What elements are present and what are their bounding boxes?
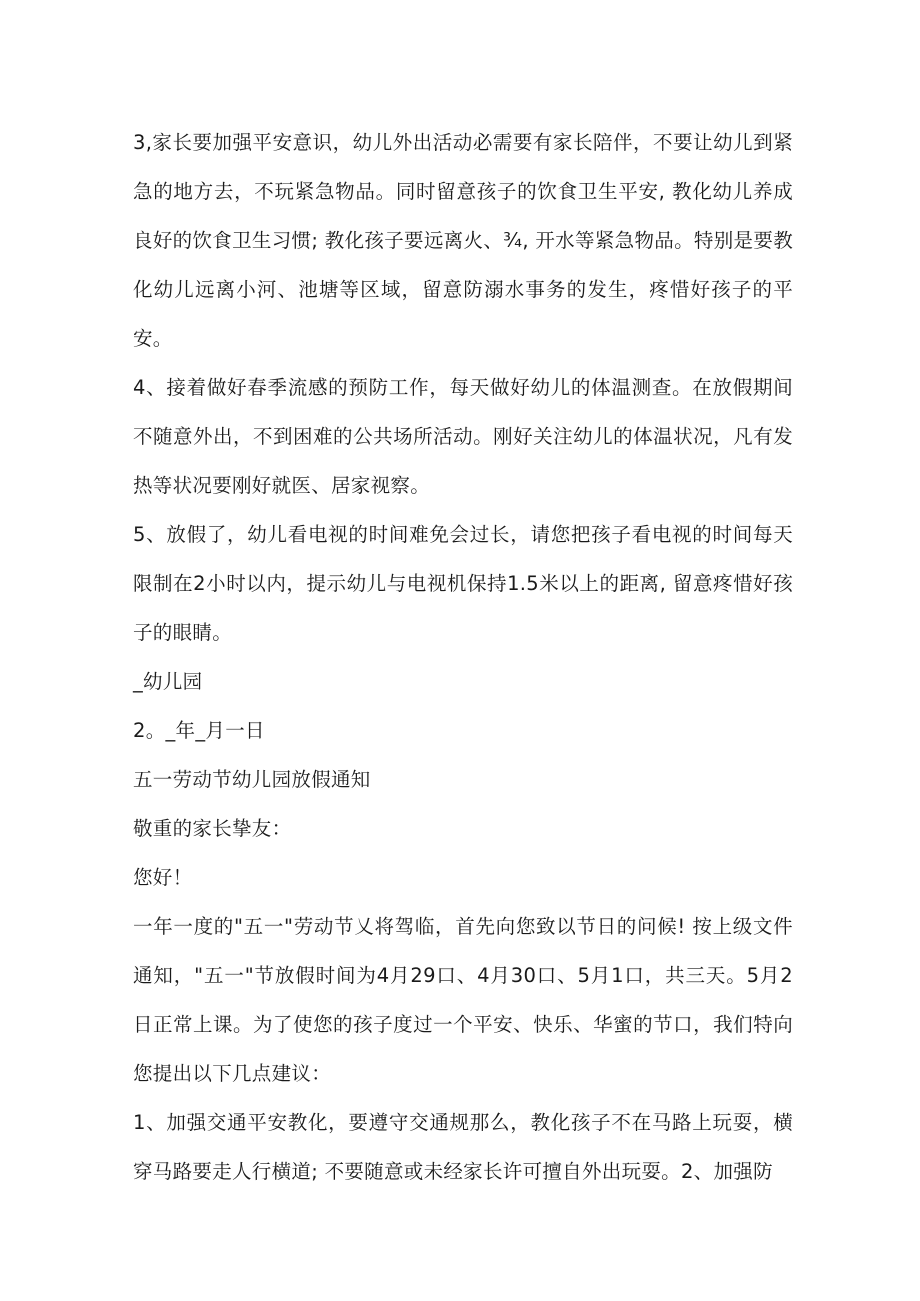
paragraph-tv-limit: 5、放假了，幼儿看电视的时间难免会过长，请您把孩子看电视的时间每天限制在2小时以内，提示幼儿与电视机保持1.5米以上的距离, 留意疼惜好孩子的眼睛。	[133, 523, 793, 644]
paragraph-traffic-safety: 1、加强交通平安教化，要遵守交通规那么，教化孩子不在马路上玩耍，横穿马路要走人行横道; 不要随意或未经家长许可擅自外出玩耍。2、加强防	[133, 1111, 793, 1183]
greeting: 您好！	[133, 866, 193, 889]
paragraph-safety-awareness: 3,家长要加强平安意识，幼儿外出活动必需要有家长陪伴，不要让幼儿到紧急的地方去，不玩紧急物品。同时留意孩子的饮食卫生平安, 教化幼儿养成良好的饮食卫生习惯; 教化孩子要远离火、¾, 开水等紧急物品。特别是要教化幼儿远离小河、池塘等区域，留意防溺水事务的发生，疼惜好孩子的平安。	[133, 131, 793, 350]
signature-kindergarten: _幼儿园	[133, 670, 203, 693]
salutation: 敬重的家长挚友：	[133, 817, 292, 840]
paragraph-flu-prevention: 4、接着做好春季流感的预防工作，每天做好幼儿的体温测查。在放假期间不随意外出，不到困难的公共场所活动。刚好关注幼儿的体温状况，凡有发热等状况要刚好就医、居家视察。	[133, 376, 793, 497]
paragraph-holiday-schedule: 一年一度的"五一"劳动节乂将驾临，首先向您致以节日的问候! 按上级文件通知，"五一"节放假时间为4月29口、4月30口、5月1口，共三天。5月2日正常上课。为了使您的孩子度过一个平安、快乐、华蜜的节口，我们特向您提出以下几点建议：	[133, 915, 793, 1085]
notice-title: 五一劳动节幼儿园放假通知	[133, 768, 371, 791]
signature-date: 2。_年_月一日	[133, 719, 265, 742]
document-body	[133, 118, 793, 1196]
